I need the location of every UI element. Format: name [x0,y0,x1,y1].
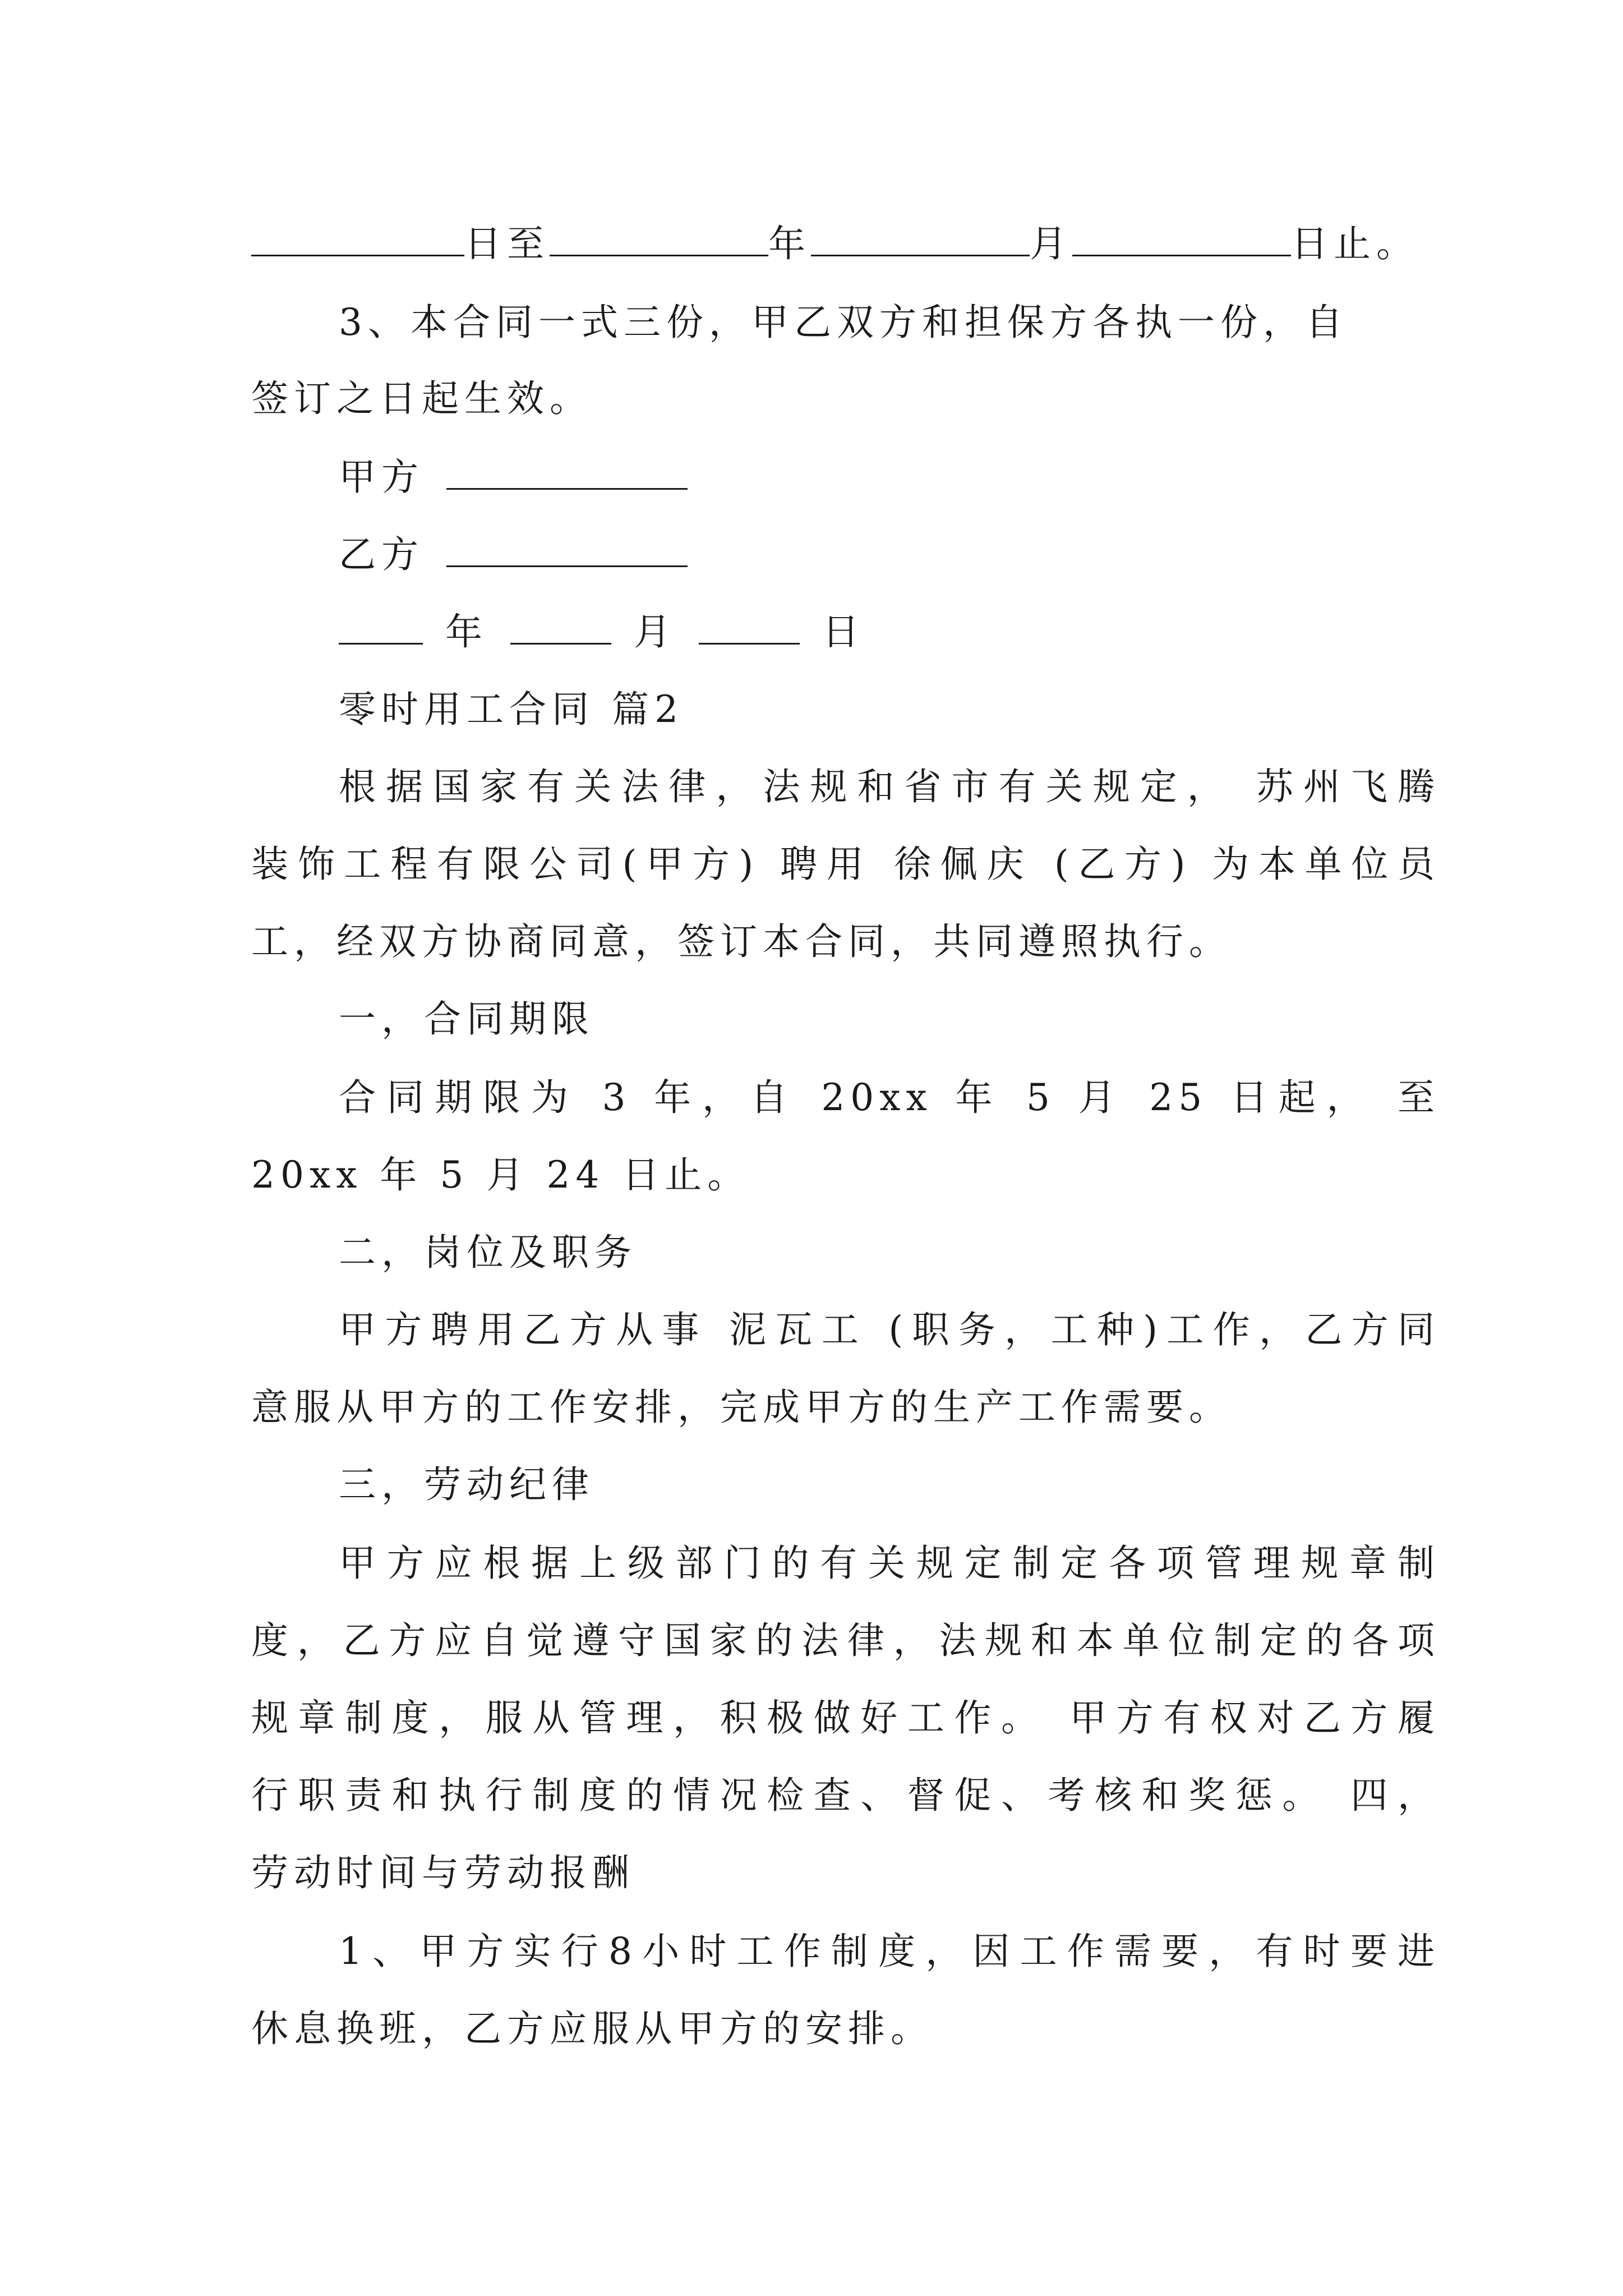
year-label: 年 [445,610,488,654]
party-a-label: 甲方 [339,455,424,499]
blank-field [811,230,1030,256]
paragraph-line: 20xx 年 5 月 24 日止。 [251,1153,750,1197]
blank-field [251,230,464,256]
party-a-signature-line [339,435,1528,519]
date-text: 月 [1030,222,1072,265]
section-title: 二，岗位及职务 [339,1231,637,1274]
paragraph-line: 意服从甲方的工作安排，完成甲方的生产工作需要。 [251,1386,1232,1429]
paragraph-line: 装饰工程有限公司(甲方) 聘用 徐佩庆 (乙方) 为本单位员 [251,843,1440,886]
paragraph-line: 根据国家有关法律，法规和省市有关规定， 苏州飞腾 [339,765,1440,808]
sign-date-line [339,590,1528,674]
section-title: 三，劳动纪律 [339,1463,594,1506]
date-text: 日止。 [1291,222,1419,265]
blank-field [1072,230,1291,256]
date-range-line [251,202,1440,286]
party-a-blank [446,463,688,490]
date-text: 日至 [464,222,550,265]
paragraph-line: 3、本合同一式三份，甲乙双方和担保方各执一份，自 [339,301,1348,344]
paragraph-line: 度，乙方应自觉遵守国家的法律，法规和本单位制定的各项 [251,1619,1440,1662]
party-b-blank [446,541,688,567]
paragraph-line: 休息换班，乙方应服从甲方的安排。 [251,2007,933,2050]
year-blank [339,618,423,645]
month-label: 月 [634,610,676,654]
party-b-signature-line [339,513,1528,597]
paragraph-line: 甲方聘用乙方从事 泥瓦工 (职务，工种)工作，乙方同 [339,1308,1440,1351]
date-text: 年 [768,222,811,265]
party-b-label: 乙方 [339,533,424,576]
month-blank [510,618,611,645]
paragraph-line: 1、甲方实行8小时工作制度，因工作需要，有时要进 [339,1930,1440,1973]
paragraph-line: 工，经双方协商同意，签订本合同，共同遵照执行。 [251,920,1232,963]
day-label: 日 [822,610,865,654]
day-blank [699,618,800,645]
paragraph-line: 行职责和执行制度的情况检查、督促、考核和奖惩。 四， [251,1774,1440,1817]
paragraph-line: 合同期限为 3 年，自 20xx 年 5 月 25 日起， 至 [339,1076,1440,1119]
paragraph-line: 甲方应根据上级部门的有关规定制定各项管理规章制 [339,1542,1440,1585]
paragraph-line: 劳动时间与劳动报酬 [251,1851,635,1894]
article-title: 零时用工合同 篇2 [339,688,684,731]
paragraph-line: 规章制度，服从管理，积极做好工作。 甲方有权对乙方履 [251,1696,1440,1740]
blank-field [550,230,768,256]
section-title: 一，合同期限 [339,997,594,1041]
paragraph-line: 签订之日起生效。 [251,377,592,420]
